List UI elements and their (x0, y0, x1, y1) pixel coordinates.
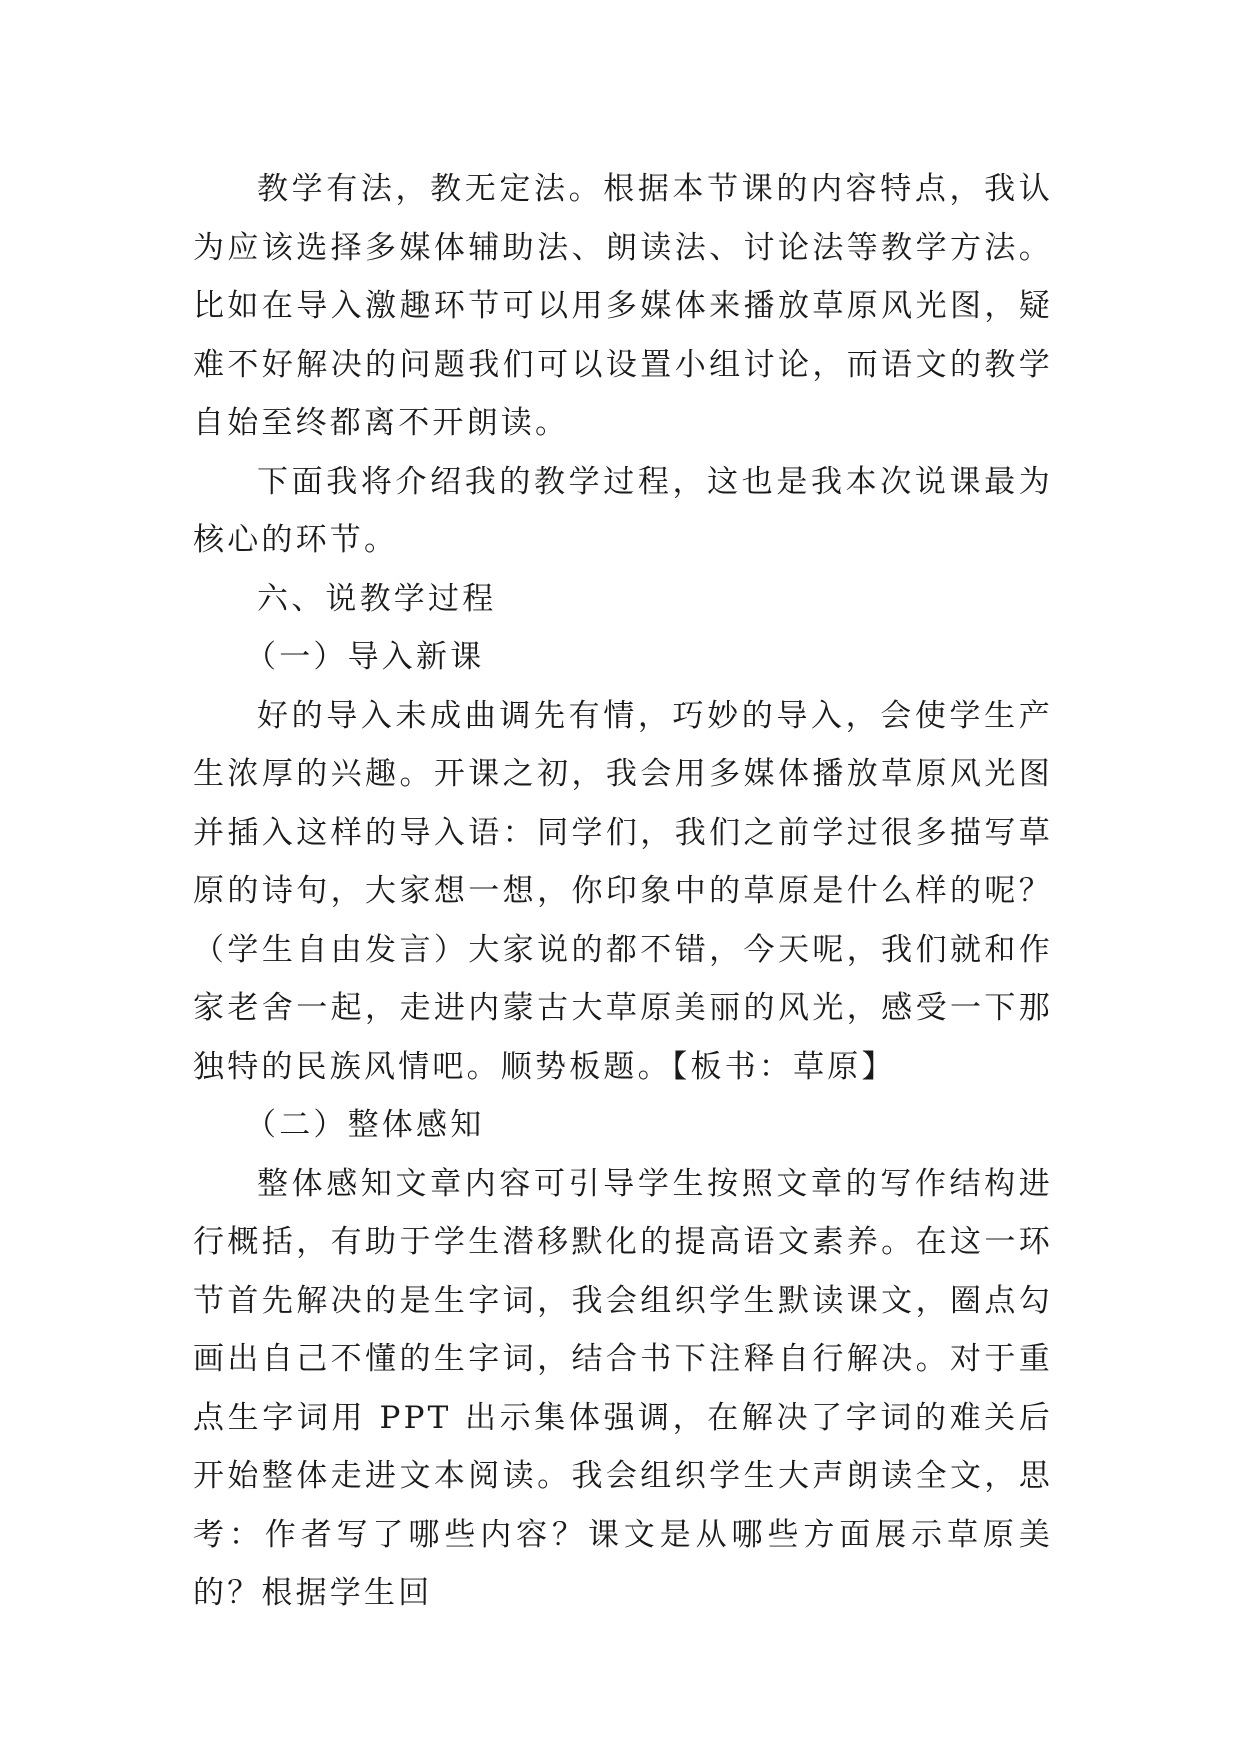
document-page (193, 160, 1053, 1623)
section-heading-teaching-process: 六、说教学过程 (257, 580, 497, 617)
paragraph-teaching-methods: 教学有法，教无定法。根据本节课的内容特点，我认为应该选择多媒体辅助法、朗读法、讨论法等教学方法。比如在导入激趣环节可以用多媒体来播放草原风光图，疑难不好解决的问题我们可以设置小组讨论，而语文的教学自始至终都离不开朗读。 (193, 171, 1053, 441)
subheading-introduction: （一）导入新课 (245, 639, 485, 675)
subheading-overall-perception: （二）整体感知 (245, 1107, 485, 1143)
paragraph-overall-perception: 整体感知文章内容可引导学生按照文章的写作结构进行概括，有助于学生潜移默化的提高语文素养。在这一环节首先解决的是生字词，我会组织学生默读课文，圈点勾画出自己不懂的生字词，结合书下注释自行解决。对于重点生字词用 PPT 出示集体强调，在解决了字词的难关后开始整体走进文本阅读。我会组织学生大声朗读全文，思考：作者写了哪些内容？课文是从哪些方面展示草原美的？根据学生回 (193, 1165, 1053, 1611)
paragraph-introduction: 好的导入未成曲调先有情，巧妙的导入，会使学生产生浓厚的兴趣。开课之初，我会用多媒体播放草原风光图并插入这样的导入语：同学们，我们之前学过很多描写草原的诗句，大家想一想，你印象中的草原是什么样的呢？（学生自由发言）大家说的都不错，今天呢，我们就和作家老舍一起，走进内蒙古大草原美丽的风光，感受一下那独特的民族风情吧。顺势板题。【板书：草原】 (193, 697, 1053, 1085)
paragraph-transition: 下面我将介绍我的教学过程，这也是我本次说课最为核心的环节。 (193, 463, 1053, 558)
